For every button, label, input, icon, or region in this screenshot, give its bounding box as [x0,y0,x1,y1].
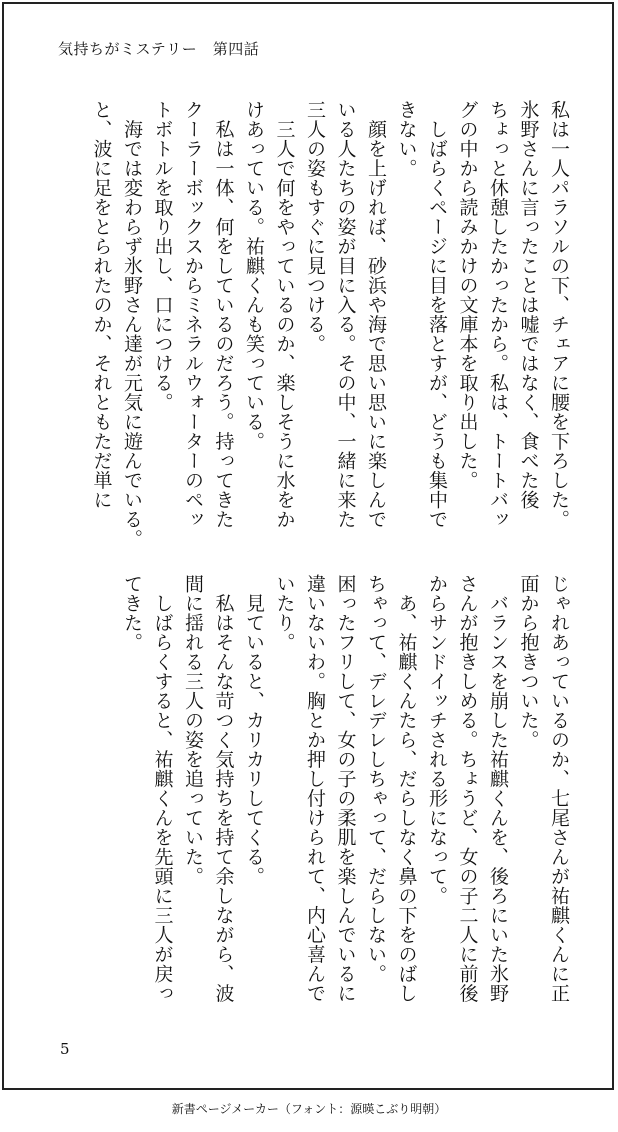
text-line: きない。 [395,100,418,178]
text-line: トボトルを取り出し、口につける。 [151,100,174,412]
text-line: いたり。 [273,574,296,652]
text-line: 三人の姿もすぐに見つける。 [304,100,326,354]
text-line: 困ったフリして、女の子の柔肌を楽しんでいるに [334,574,357,1003]
text-line: しばらくすると、祐麒くんを先頭に三人が戻っ [151,574,174,1003]
text-line: 私はそんな苛つく気持ちを持て余しながら、波 [212,574,235,1003]
page-frame [2,2,614,1090]
text-line: あ、祐麒くんたら、だらしなく鼻の下をのばし [395,574,418,1003]
text-line: さんが抱きしめる。ちょうど、女の子二人に前後 [456,574,479,1003]
text-line: ちょっと休憩したかったから。私は、トートバッ [487,100,509,529]
text-line: けあっている。祐麒くんも笑っている。 [243,100,265,451]
text-line: 面から抱きついた。 [517,574,540,750]
text-line: バランスを崩した祐麒くんを、後ろにいた氷野 [487,574,509,1003]
text-line: 三人で何をやっているのか、楽しそうに水をか [273,100,296,529]
text-line: クーラーボックスからミネラルウォーターのペッ [182,100,204,529]
text-line: 違いないわ。胸とか押し付けられて、内心喜んで [304,574,326,1003]
page-number: 5 [60,1040,70,1058]
text-line: じゃれあっているのか、七尾さんが祐麒くんに正 [548,574,570,1003]
text-line: しばらくページに目を落とすが、どうも集中で [426,100,448,529]
text-line: 顔を上げれば、砂浜や海で思い思いに楽しんで [365,100,387,529]
text-line: 海では変わらず氷野さん達が元気に遊んでいる。 [121,100,143,549]
text-line: 私は一体、何をしているのだろう。持ってきた [212,100,235,529]
text-line: 間に揺れる三人の姿を追っていた。 [182,574,204,886]
text-block-top [54,100,574,549]
text-line: と、波に足をとられたのか、それともただ単に [90,100,113,510]
text-block-bottom [54,574,574,1014]
text-line: 見ていると、カリカリしてくる。 [243,574,265,886]
text-line: ちゃって、デレデレしちゃって、だらしない。 [365,574,387,984]
text-line: 氷野さんに言ったことは嘘ではなく、食べた後 [517,100,540,510]
text-line: てきた。 [121,574,143,652]
text-line: いる人たちの姿が目に入る。その中、一緒に来た [334,100,357,529]
text-line: グの中から読みかけの文庫本を取り出した。 [456,100,479,490]
text-line: 私は一人パラソルの下、チェアに腰を下ろした。 [548,100,570,529]
chapter-header: 気持ちがミステリー 第四話 [58,40,260,58]
text-line: からサンドイッチされる形になって。 [426,574,448,906]
footer-caption: 新書ページメーカー（フォント：源暎こぶり明朝） [171,1102,447,1116]
